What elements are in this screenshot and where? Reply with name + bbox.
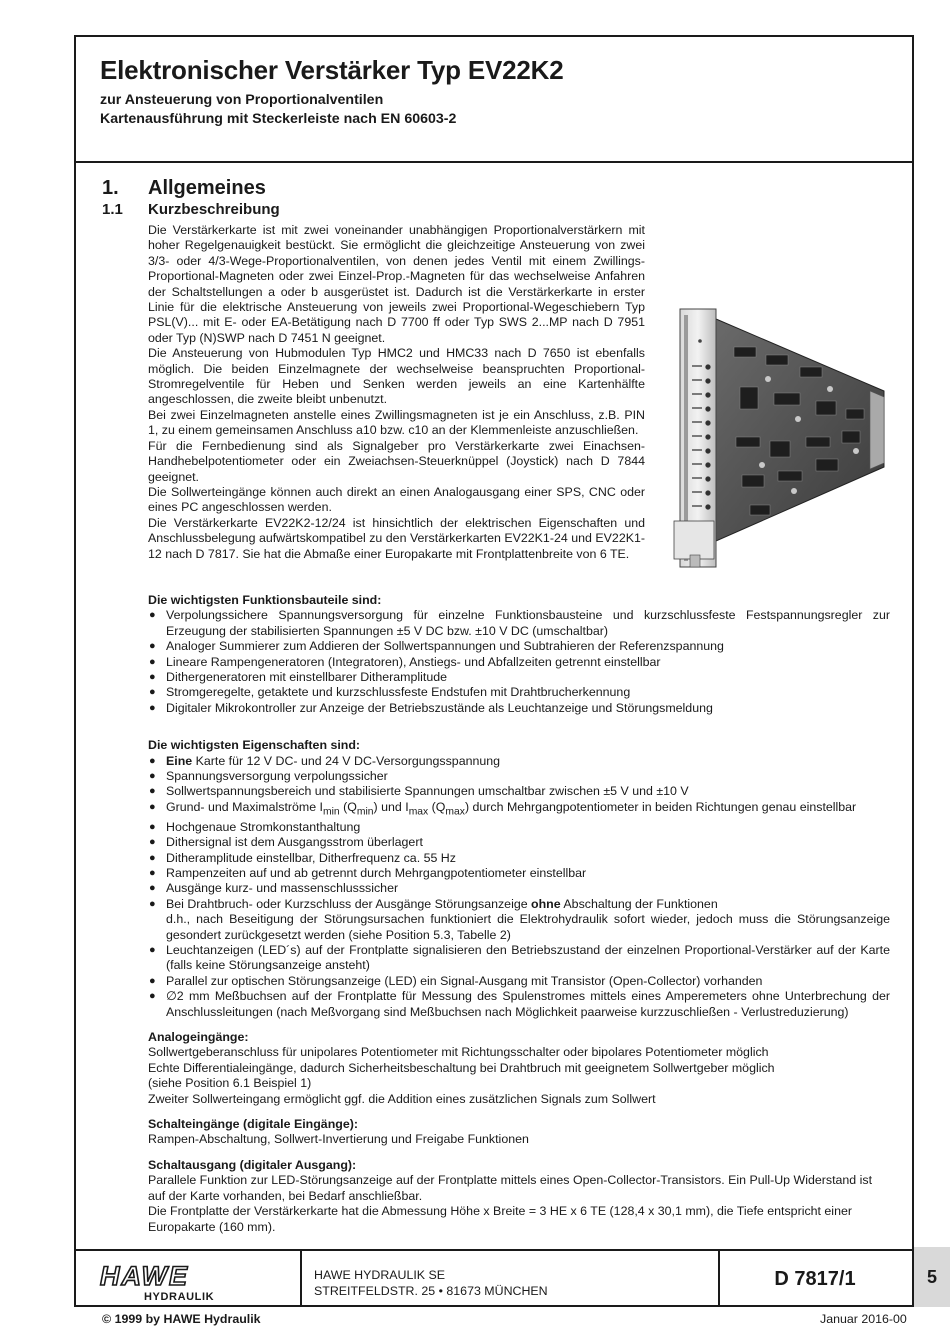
intro-text [148,223,645,562]
digital-inputs-heading: Schalteingänge (digitale Eingänge): [148,1117,358,1132]
intro-paragraph: Die Sollwerteingänge können auch direkt an einen Analogausgang einer SPS, CNC oder eines PC angeschlossen werden. [148,484,645,515]
list-item: ● Lineare Rampengeneratoren (Integratoren), Anstiegs- und Abfallzeiten getrennt einstellbar [148,655,890,670]
document-title: Elektronischer Verstärker Typ EV22K2 [100,55,564,85]
list-item [148,754,890,769]
company-address [314,1267,548,1299]
company-street: STREITFELDSTR. 25 • 81673 MÜNCHEN [314,1284,548,1298]
list-item: ● Parallel zur optischen Störungsanzeige (LED) ein Signal-Ausgang mit Transistor (Open-Collector) vorhanden [148,974,890,989]
document-header [76,37,912,163]
properties-heading: Die wichtigsten Eigenschaften sind: [148,738,361,753]
section-heading-1-1 [102,201,280,218]
document-footer [76,1249,912,1307]
logo-subtitle: HYDRAULIK [144,1291,215,1303]
list-item: ● Verpolungssichere Spannungsversorgung für einzelne Funktionsbausteine und kurzschlussfeste Festspannungsregler zur Erzeugung der stabilisierten Spannungen ±5 V DC bzw. ±10 V DC (umschaltbar) [148,608,890,639]
section-number: 1. [102,177,119,199]
list-item: ● Leuchtanzeigen (LED´s) auf der Frontplatte signalisieren den Betriebszustand der einzelnen Proportional-Verstärker auf der Karte (falls keine Störungsanzeige ansteht) [148,943,890,974]
page-frame [74,35,914,1307]
subtitle-line-2: Kartenausführung mit Steckerleiste nach EN 60603-2 [100,111,457,127]
hawe-logo [98,1259,228,1303]
list-item: ● Spannungsversorgung verpolungssicher [148,769,890,784]
document-number: D 7817/1 [774,1268,856,1290]
properties-list [148,754,890,1020]
copyright-notice: © 1999 by HAWE Hydraulik [102,1312,261,1326]
footer-divider [300,1251,302,1307]
document-date: Januar 2016-00 [820,1312,907,1326]
spacer [148,716,890,728]
list-item: ● Ausgänge kurz- und massenschlusssicher [148,881,890,896]
digital-output-heading: Schaltausgang (digitaler Ausgang): [148,1157,357,1172]
section-number: 1.1 [102,201,123,218]
subscript: max [408,806,429,818]
list-item-text: (Q [428,799,446,814]
page-number: 5 [914,1247,950,1307]
section-title: Kurzbeschreibung [148,201,280,218]
list-item-text: Abschaltung der Funktionen [560,896,718,911]
list-item-text: Bei Drahtbruch- oder Kurzschluss der Ausgänge Störungsanzeige [166,896,532,911]
intro-paragraph: Die Ansteuerung von Hubmodulen Typ HMC2 und HMC33 nach D 7650 ist ebenfalls möglich. Die beiden Einzelmagnete der wechselweise beanspruchten Proportional-Stromregelventile für Heben und Senken werden jeweils an eine Kartenhälfte angeschlossen, die zweite bleibt unbenutzt. [148,346,645,407]
list-item: ● Stromgeregelte, getaktete und kurzschlussfeste Endstufen mit Drahtbrucherkennung [148,685,890,700]
intro-paragraph: Für die Fernbedienung sind als Signalgeber pro Verstärkerkarte zwei Einachsen-Handhebelpotentiometer oder ein Zweiachsen-Steuerknüppel (Joystick) nach D 7844 geeignet. [148,438,645,484]
list-item: ● Dithersignal ist dem Ausgangsstrom überlagert [148,835,890,850]
list-item-text: Karte für 12 V DC- und 24 V DC-Versorgungsspannung [192,753,501,768]
list-item-text: d.h., nach Beseitigung der Störungsursachen funktioniert die Elektrohydraulik sofort wieder, jedoch muss die Störungsanzeige gesondert zurückgesetzt werden (siehe Position 5.3, Tabelle 2) [166,912,890,942]
analog-inputs-text: Echte Differentialeingänge, dadurch Sicherheitsbeschaltung bei Drahtbruch mit geeignetem Sollwertgeber möglich [148,1060,775,1075]
functions-list [148,608,890,716]
logo-wordmark: HAWE [100,1261,189,1291]
list-item: ● ∅2 mm Meßbuchsen auf der Frontplatte für Messung des Spulenstromes mittels eines Amperemeters ohne Unterbrechung der Anschlussleitungen (nach Meßvorgang sind Meßbuchsen nach Möglichkeit paarweise kurzzuschließen - Verlustreduzierung) [148,989,890,1020]
list-item [148,897,890,943]
list-item: ● Ditheramplitude einstellbar, Ditherfrequenz ca. 55 Hz [148,851,890,866]
intro-paragraph: Bei zwei Einzelmagneten anstelle eines Zwillingsmagneten ist je ein Anschluss, z.B. PIN 1, zu einem gemeinsamen Anschluss a10 bzw. c10 an der Klemmenleiste anzuschließen. [148,407,645,438]
list-item: ● Sollwertspannungsbereich und stabilisierte Spannungen umschaltbar zwischen ±5 V und ±10 V [148,784,890,799]
analog-inputs-text: Sollwertgeberanschluss für unipolares Potentiometer mit Richtungsschalter oder bipolares Potentiometer möglich [148,1045,769,1060]
subtitle-line-1: zur Ansteuerung von Proportionalventilen [100,92,384,108]
list-item: ● Dithergeneratoren mit einstellbarer Ditheramplitude [148,670,890,685]
intro-paragraph: Die Verstärkerkarte ist mit zwei voneinander unabhängigen Proportionalverstärkern mit hoher Regelgenauigkeit bestückt. Sie ermöglicht die gleichzeitige Ansteuerung von zwei 3/3- oder 4/3-Wege-Proportionalventilen, von denen jedes Ventil mit einem Zwillings-Proportional-Magneten oder zwei Einzel-Prop.-Magneten für das wechselweise Anfahren der Schaltstellungen a oder b ausgerüstet ist. Dadurch ist die Verstärkerkarte in erster Linie für die elektrische Ansteuerung von jeweils zwei Proportional-Wegeschiebern Typ PSL(V)... mit E- oder EA-Betätigung nach D 7700 ff oder Typ SWS 2...MP nach D 7951 oder Typ (N)SWP nach D 7451 N geeignet. [148,223,645,345]
list-item-text: ) und I [373,799,409,814]
list-item: ● Hochgenaue Stromkonstanthaltung [148,820,890,835]
list-item: ● Rampenzeiten auf und ab getrennt durch Mehrgangpotentiometer einstellbar [148,866,890,881]
list-item-text: Grund- und Maximalströme I [166,799,324,814]
main-body [148,593,890,1235]
list-item: ● Digitaler Mikrokontroller zur Anzeige der Betriebszustände als Leuchtanzeige und Störungsmeldung [148,701,890,716]
document-subtitle [100,91,456,129]
analog-inputs-text: Zweiter Sollwerteingang ermöglicht ggf. die Addition eines zusätzlichen Signals zum Sollwert [148,1091,656,1106]
list-item: ● Analoger Summierer zum Addieren der Sollwertspannungen und Subtrahieren der Referenzspannung [148,639,890,654]
subscript: min [323,806,340,818]
amplifier-card-photo [670,269,896,571]
intro-paragraph: Die Verstärkerkarte EV22K2-12/24 ist hinsichtlich der elektrischen Eigenschaften und Anschlussbelegung aufwärtskompatibel zu den Verstärkerkarten EV22K1-24 und EV22K1-12 nach D 7817. Sie hat die Abmaße einer Europakarte mit Frontplattenbreite von 6 TE. [148,515,645,561]
list-item [148,800,890,820]
section-heading-1 [102,177,266,200]
subscript: max [445,806,465,818]
digital-output-text: Die Frontplatte der Verstärkerkarte hat die Abmessung Höhe x Breite = 3 HE x 6 TE (128,4 x 30,1 mm), die Tiefe entspricht einer Europakarte (160 mm). [148,1204,852,1234]
analog-inputs-heading: Analogeingänge: [148,1030,249,1045]
digital-output-text: Parallele Funktion zur LED-Störungsanzeige auf der Frontplatte mittels eines Open-Collector-Transistors. Ein Pull-Up Widerstand ist auf der Karte vorhanden, bei Bedarf anschließbar. [148,1173,873,1203]
bold-text: ohne [531,896,561,911]
company-name: HAWE HYDRAULIK SE [314,1268,446,1282]
digital-inputs-text: Rampen-Abschaltung, Sollwert-Invertierung und Freigabe Funktionen [148,1132,529,1147]
list-item-text: (Q [339,799,357,814]
section-title: Allgemeines [148,177,266,199]
bold-text: Eine [166,753,193,768]
analog-inputs-text: (siehe Position 6.1 Beispiel 1) [148,1076,312,1091]
subscript: min [356,806,374,818]
list-item-text: ) durch Mehrgangpotentiometer in beiden Richtungen genau einstellbar [464,799,857,814]
functions-heading: Die wichtigsten Funktionsbauteile sind: [148,593,382,607]
